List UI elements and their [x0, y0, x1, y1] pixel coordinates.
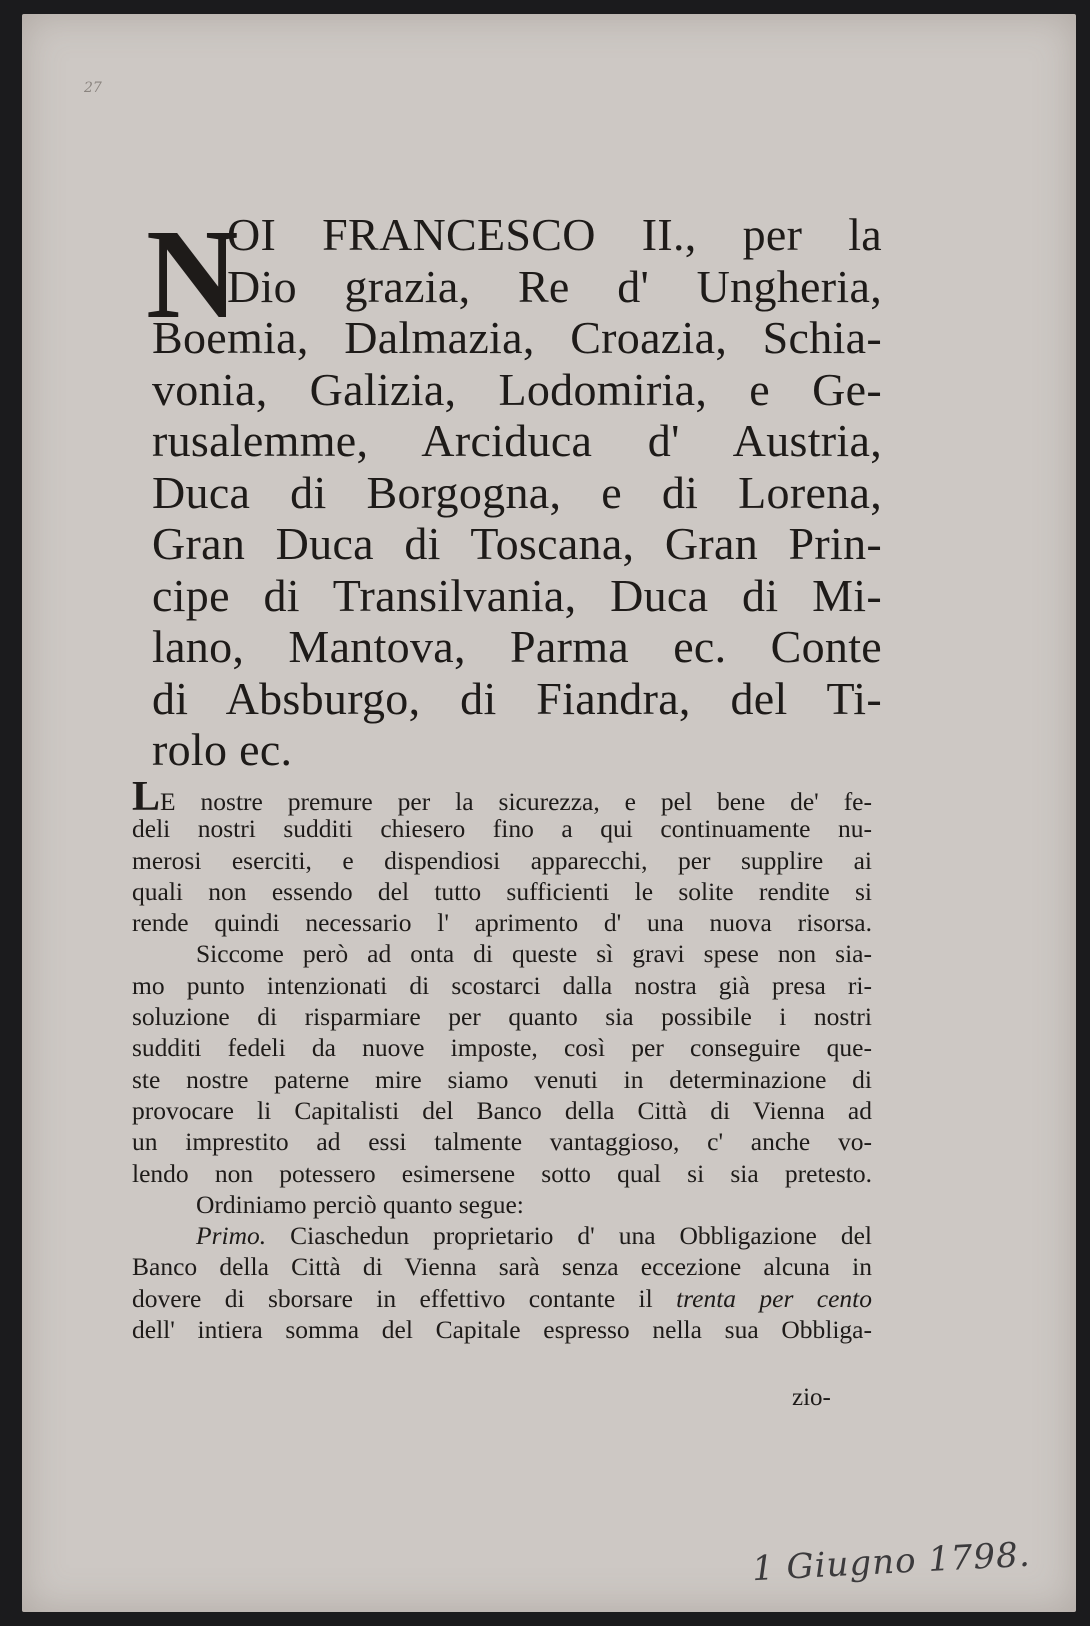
heading-line: Duca di Borgogna, e di Lorena,: [152, 466, 882, 518]
decree-heading: [227, 209, 882, 312]
heading-line: OI FRANCESCO II., per la: [227, 209, 882, 260]
handwritten-date: 1 Giugno 1798.: [751, 1534, 1032, 1590]
body-line: deli nostri sudditi chiesero fino a qui continuamente nu-: [132, 814, 872, 844]
decree-heading-continued: [152, 312, 882, 776]
heading-line: cipe di Transilvania, Duca di Mi-: [152, 569, 882, 621]
heading-line: Boemia, Dalmazia, Croazia, Schia-: [152, 312, 882, 363]
body-line: lendo non potessero esimersene sotto qual si sia pretesto.: [132, 1158, 872, 1188]
body-line: dovere di sborsare in effettivo contante il trenta per cento: [132, 1283, 872, 1313]
body-line: ste nostre paterne mire siamo venuti in determinazione di: [132, 1064, 872, 1094]
heading-line: Dio grazia, Re d' Ungheria,: [227, 260, 882, 312]
body-dropcap: L: [132, 774, 161, 820]
corner-pencil-note: 27: [84, 80, 102, 96]
heading-dropcap: N: [146, 203, 239, 345]
body-line: Primo. Ciaschedun proprietario d' una Obbligazione del: [196, 1221, 873, 1251]
body-line: quali non essendo del tutto sufficienti le solite rendite si: [132, 876, 872, 906]
heading-line: lano, Mantova, Parma ec. Conte: [152, 621, 882, 672]
catchword: zio-: [792, 1384, 831, 1411]
heading-line: rusalemme, Arciduca d' Austria,: [152, 415, 882, 466]
body-line: Ordiniamo perciò quanto segue:: [196, 1189, 524, 1219]
heading-line: Gran Duca di Toscana, Gran Prin-: [152, 518, 882, 569]
decree-body: [132, 774, 873, 1345]
body-line: provocare li Capitalisti del Banco della Città di Vienna ad: [132, 1095, 872, 1125]
body-line: soluzione di risparmiare per quanto sia possibile i nostri: [132, 1002, 872, 1032]
primo-label: Primo.: [196, 1221, 267, 1251]
body-line: dell' intiera somma del Capitale espresso nella sua Obbliga-: [132, 1315, 872, 1345]
body-line: rende quindi necessario l' aprimento d' una nuova risorsa.: [132, 908, 872, 938]
document-page: [22, 14, 1076, 1612]
heading-line: rolo ec.: [152, 724, 293, 775]
body-line: sudditi fedeli da nuove imposte, così per conseguire que-: [132, 1033, 872, 1063]
heading-line: vonia, Galizia, Lodomiria, e Ge-: [152, 363, 882, 415]
body-line: LE nostre premure per la sicurezza, e pel bene de' fe-: [132, 774, 872, 820]
heading-line: di Absburgo, di Fiandra, del Ti-: [152, 672, 882, 724]
trenta-per-cento: trenta per cento: [676, 1283, 872, 1313]
body-line: un imprestito ad essi talmente vantaggioso, c' anche vo-: [132, 1127, 872, 1157]
body-line: Siccome però ad onta di queste sì gravi spese non sia-: [196, 939, 872, 969]
body-line: merosi eserciti, e dispendiosi apparecchi, per supplire ai: [132, 845, 872, 875]
body-line: Banco della Città di Vienna sarà senza eccezione alcuna in: [132, 1252, 872, 1282]
body-line: mo punto intenzionati di scostarci dalla nostra già presa ri-: [132, 970, 872, 1000]
